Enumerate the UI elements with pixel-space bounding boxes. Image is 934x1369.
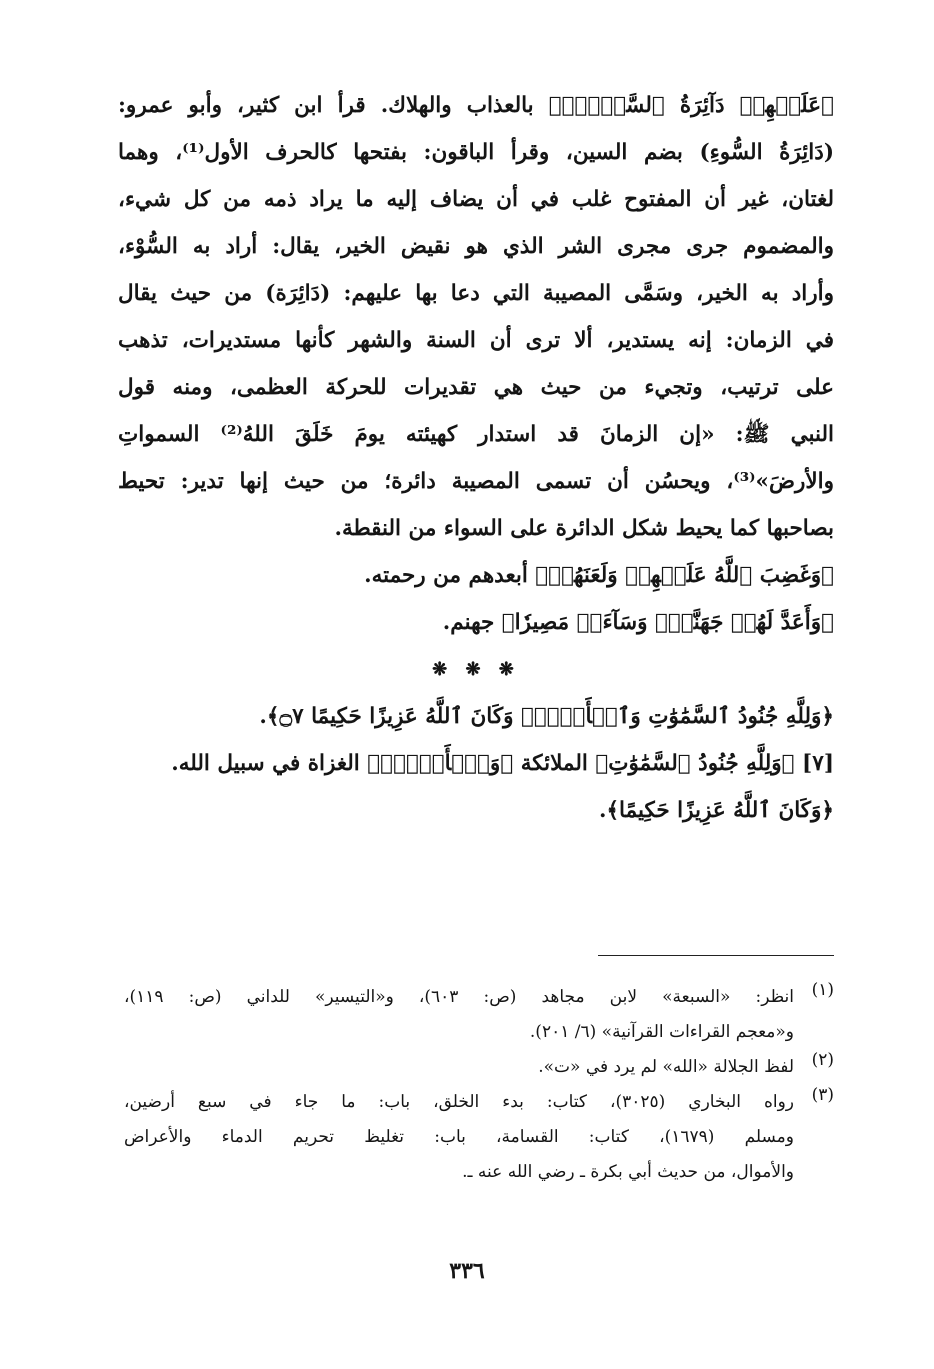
paragraph-line: والمضموم جرى مجرى الشر الذي هو نقيض الخير، يقال: أراد به السُّوْء، (118, 234, 834, 259)
paragraph-line: ﴿عَلَيۡهِمۡ دَآئِرَةُ ٱلسَّوۡءِۖ﴾ بالعذاب والهلاك. قرأ ابن كثير، وأبو عمرو: (118, 93, 834, 118)
footnote-1 (124, 980, 834, 1050)
footnote-line: انظر: «السبعة» لابن مجاهد (ص: ٦٠٣)، و«التيسير» للداني (ص: ١١٩)، (124, 987, 794, 1007)
paragraph-line: النبي ﷺ: «إن الزمانَ قد استدار كهيئته يومَ خَلَقَ اللهُ⁽²⁾ السمواتِ (118, 422, 834, 447)
footnote-number: (٢) (811, 1050, 834, 1070)
footnote-number: (٣) (811, 1085, 834, 1105)
footnote-line: ومسلم (١٦٧٩)، كتاب: القسامة، باب: تغليظ تحريم الدماء والأعراض (124, 1127, 794, 1147)
commentary-line: ﴿وَكَانَ ٱللَّهُ عَزِيزًا حَكِيمًا﴾. (598, 798, 834, 823)
paragraph-line: وأراد به الخير، وسَمَّى المصيبة التي دعا بها عليهم: (دَائِرَة) من حيث يقال (118, 281, 834, 306)
paragraph-line: لغتان، غير أن المفتوح غلب في أن يضاف إليه ما يراد ذمه من كل شيء، (118, 187, 834, 212)
verse-note: ﴿وَأَعَدَّ لَهُمۡ جَهَنَّمَۖ وَسَآءَتۡ مَصِيرٗا﴾ جهنم. (442, 610, 834, 635)
footnote-line: رواه البخاري (٣٠٢٥)، كتاب: بدء الخلق، باب: ما جاء في سبع أرضين، (124, 1092, 794, 1112)
paragraph-line: على ترتيب، وتجيء من حيث هي تقديرات للحركة العظمى، ومنه قول (118, 375, 834, 400)
footnotes (124, 980, 834, 1190)
paragraph-line: بصاحبها كما يحيط شكل الدائرة على السواء من النقطة. (334, 516, 834, 541)
paragraph-line: في الزمان: إنه يستدير، ألا ترى أن السنة والشهر كأنها مستديرات، تذهب (118, 328, 834, 353)
footnote-line: و«معجم القراءات القرآنية» (٦/ ٢٠١). (529, 1022, 794, 1042)
footnote-line: لفظ الجلالة «الله» لم يرد في «ت». (538, 1057, 794, 1077)
verse-note: ﴿وَغَضِبَ ٱللَّهُ عَلَيۡهِمۡ وَلَعَنَهُمۡ﴾ أبعدهم من رحمته. (364, 563, 834, 588)
footnote-line: والأموال، من حديث أبي بكرة ـ رضي الله عنه ـ. (462, 1162, 794, 1182)
footnote-3 (124, 1085, 834, 1190)
main-text (118, 82, 834, 834)
commentary-line: [٧] ﴿وَلِلَّهِ جُنُودُ ٱلسَّمَٰوَٰتِ﴾ الملائكة ﴿وَٱلۡأَرۡضِۚ﴾ الغزاة في سبيل الله. (171, 751, 834, 776)
paragraph-line: (دَائِرَةُ السُّوءِ) بضم السين، وقرأ الباقون: بفتحها كالحرف الأول⁽¹⁾، وهما (118, 140, 834, 165)
footnote-2 (124, 1050, 834, 1085)
footnote-divider (598, 955, 834, 956)
page-number: ٣٣٦ (449, 1258, 485, 1284)
quran-verse: ﴿وَلِلَّهِ جُنُودُ ٱلسَّمَٰوَٰتِ وَٱلۡأَرۡضِۚ وَكَانَ ٱللَّهُ عَزِيزًا حَكِيمًا ۝٧﴾. (259, 704, 834, 729)
footnote-number: (١) (811, 980, 834, 1000)
paragraph-line: والأرضَ»⁽³⁾، ويحسُن أن تسمى المصيبة دائرة؛ من حيث إنها تدير: تحيط (118, 469, 834, 494)
section-separator: ❋ ❋ ❋ (432, 659, 520, 680)
